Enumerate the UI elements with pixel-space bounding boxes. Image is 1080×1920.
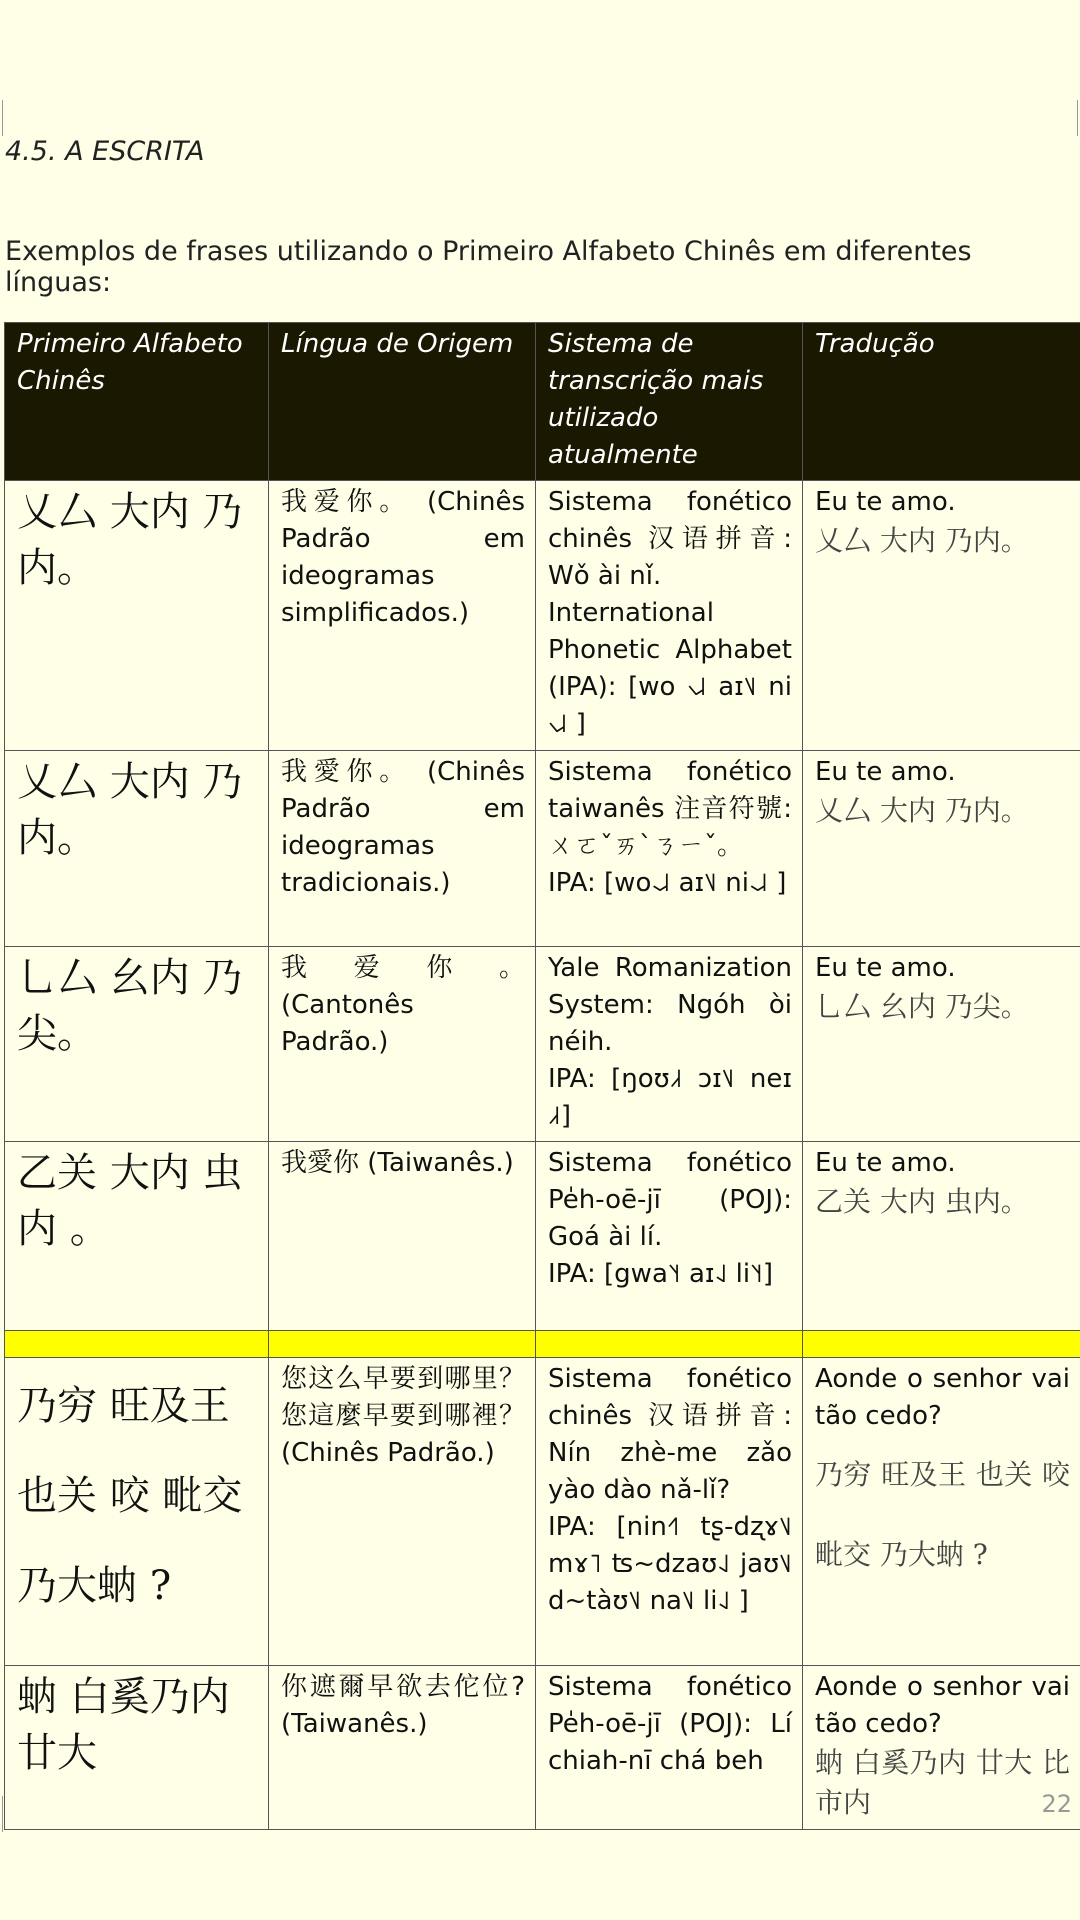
highlight-cell: [269, 1331, 536, 1358]
translation-script: 乂厶 大内 乃内。: [815, 794, 1029, 827]
transcription-ipa: IPA: [nin˧˥ tʂ-dʐɤ˥˩ mɤ˥ ʦ~dzaʊ˨˩ jaʊ˥˩ d~tàʊ˥˩ na˥˩ li˨˩ ]: [548, 1512, 792, 1616]
translation-text: Eu te amo.: [815, 757, 956, 787]
script-cell: 乂厶 大内 乃内。: [5, 751, 269, 947]
table-row: [5, 481, 1080, 751]
transcription-ipa: IPA: [ŋoʊ˩˧ ɔɪ˥˩ neɪ ˩˧]: [548, 1064, 792, 1131]
translation-cell: [803, 1666, 1080, 1830]
script-cell: 蚋 白奚乃内 廿大: [5, 1666, 269, 1830]
translation-text: Aonde o senhor vai tão cedo?: [815, 1364, 1070, 1431]
highlight-cell: [803, 1331, 1080, 1358]
transcription-cell: [536, 481, 803, 751]
header-transcription: Sistema de transcrição mais utilizado atualmente: [536, 323, 803, 481]
translation-cell: [803, 947, 1080, 1142]
examples-table: [4, 322, 1080, 1830]
transcription-system: Sistema fonético Pe̍h-oē-jī (POJ): Goá ài lí.: [548, 1148, 792, 1252]
transcription-system: Sistema fonético chinês 汉语拼音: Wǒ ài nǐ.: [548, 487, 792, 591]
crop-mark-bottom-left: [2, 1796, 3, 1832]
translation-text: Aonde o senhor vai tão cedo?: [815, 1672, 1070, 1739]
translation-cell: [803, 481, 1080, 751]
table-row: [5, 1142, 1080, 1331]
origin-cell: 您这么早要到哪里？您這麼早要到哪裡？ (Chinês Padrão.): [269, 1358, 536, 1666]
transcription-ipa: IPA: [gwa˥˧ aɪ˨˩ li˥˧]: [548, 1259, 774, 1289]
translation-cell: [803, 751, 1080, 947]
origin-cell: 我愛你。 (Chinês Padrão em ideogramas tradicionais.): [269, 751, 536, 947]
table-row: [5, 751, 1080, 947]
crop-mark-top-right: [1077, 100, 1078, 136]
translation-text: Eu te amo.: [815, 1148, 956, 1178]
translation-cell: [803, 1358, 1080, 1666]
transcription-cell: [536, 751, 803, 947]
transcription-ipa: IPA: [wo˨˩˨ aɪ˥˩ ni˨˩˨ ]: [548, 868, 787, 898]
origin-cell: 我愛你 (Taiwanês.): [269, 1142, 536, 1331]
translation-script: 乂厶 大内 乃内。: [815, 524, 1029, 557]
translation-script: 乃穷 旺及王 也关 咬 毗交 乃大蚋 ?: [815, 1458, 1070, 1571]
intro-paragraph: Exemplos de frases utilizando o Primeiro Alfabeto Chinês em diferentes línguas:: [5, 236, 972, 298]
transcription-ipa: International Phonetic Alphabet (IPA): [wo ˧˩˨ aɪ˥˩ ni ˧˩˨ ]: [548, 598, 792, 739]
origin-cell: 我 爱 你 。 (Cantonês Padrão.): [269, 947, 536, 1142]
transcription-system: Sistema fonético chinês 汉语拼音: Nín zhè-me zǎo yào dào nǎ-lǐ?: [548, 1364, 792, 1505]
highlight-cell: [5, 1331, 269, 1358]
page-number: 22: [1041, 1790, 1072, 1818]
transcription-system: Sistema fonético taiwanês 注音符號: ㄨㄛˇㄞˋㄋㄧˇ。: [548, 757, 792, 861]
transcription-cell: [536, 1666, 803, 1830]
transcription-cell: [536, 1142, 803, 1331]
origin-cell: 你遮爾早欲去佗位?(Taiwanês.): [269, 1666, 536, 1830]
transcription-cell: [536, 1358, 803, 1666]
table-row: [5, 947, 1080, 1142]
crop-mark-top-left: [2, 100, 3, 136]
highlight-cell: [536, 1331, 803, 1358]
translation-cell: [803, 1142, 1080, 1331]
translation-script: 乚厶 幺内 乃尖。: [815, 990, 1029, 1023]
translation-text: Eu te amo.: [815, 953, 956, 983]
section-heading: 4.5. A ESCRITA: [5, 136, 205, 167]
transcription-cell: [536, 947, 803, 1142]
translation-script: 蚋 白奚乃内 廿大 比 市内: [815, 1746, 1070, 1819]
script-cell: 乂厶 大内 乃内。: [5, 481, 269, 751]
header-translation: Tradução: [803, 323, 1080, 481]
transcription-system: Sistema fonético Pe̍h-oē-jī (POJ): Lí chiah-nī chá beh: [548, 1672, 792, 1776]
script-cell: 乙关 大内 虫内 。: [5, 1142, 269, 1331]
origin-cell: 我爱你。 (Chinês Padrão em ideogramas simplificados.): [269, 481, 536, 751]
translation-text: Eu te amo.: [815, 487, 956, 517]
highlighted-separator-row: [5, 1331, 1080, 1358]
table-header-row: [5, 323, 1080, 481]
table-row: [5, 1358, 1080, 1666]
table-row: [5, 1666, 1080, 1830]
script-cell: 乃穷 旺及王 也关 咬 毗交 乃大蚋 ?: [5, 1358, 269, 1666]
header-origin: Língua de Origem: [269, 323, 536, 481]
transcription-system: Yale Romanization System: Ngóh òi néih.: [548, 953, 792, 1057]
header-alphabet: Primeiro Alfabeto Chinês: [5, 323, 269, 481]
translation-script: 乙关 大内 虫内。: [815, 1185, 1029, 1218]
script-cell: 乚厶 幺内 乃尖。: [5, 947, 269, 1142]
